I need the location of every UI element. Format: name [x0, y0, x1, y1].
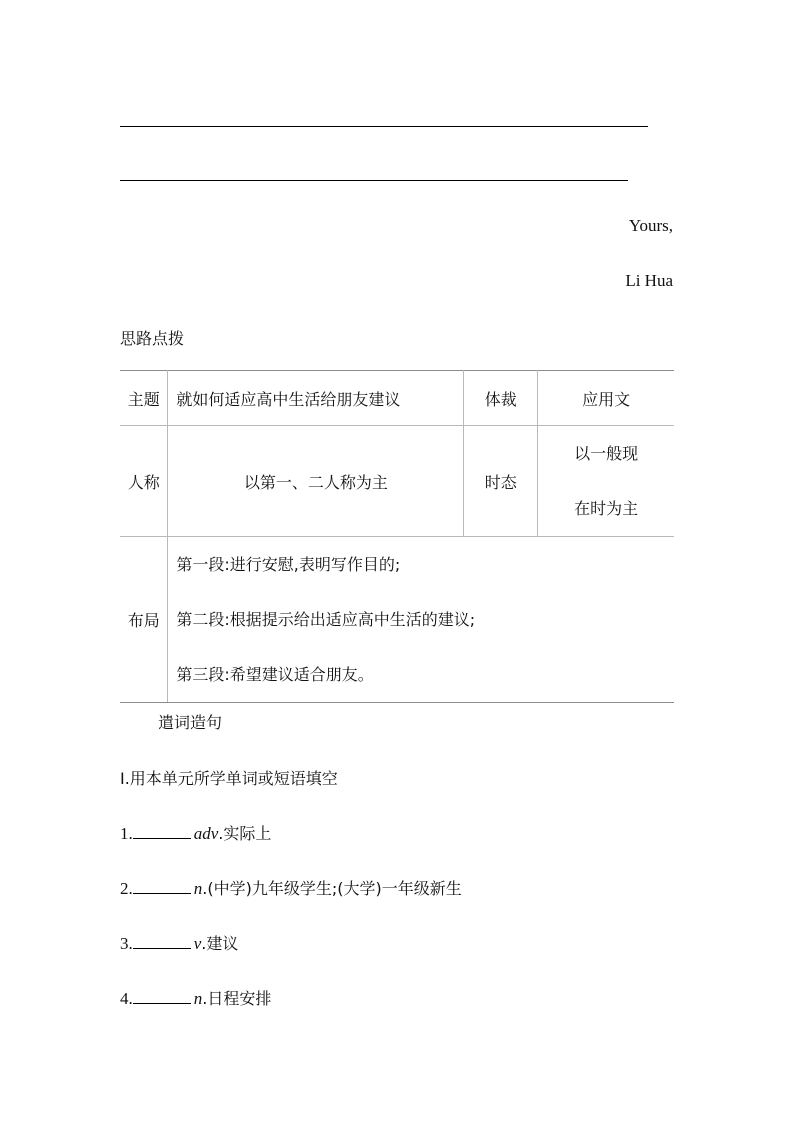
section-title: 思路点拨 — [120, 329, 185, 348]
exercise-item — [120, 876, 462, 899]
item-meaning: .(中学)九年级学生;(大学)一年级新生 — [202, 879, 462, 898]
table-row — [120, 371, 674, 426]
part-of-speech: n — [193, 879, 203, 898]
cell-person-label: 人称 — [120, 426, 168, 537]
fill-blank[interactable] — [133, 824, 191, 839]
exercise-item — [120, 986, 271, 1009]
exercise-item — [120, 821, 271, 844]
cell-genre-value: 应用文 — [538, 371, 674, 426]
part-of-speech: v — [193, 934, 202, 953]
exercise-part-title: Ⅰ.用本单元所学单词或短语填空 — [120, 769, 338, 788]
item-meaning: .实际上 — [218, 824, 272, 843]
part-of-speech: adv — [193, 824, 219, 843]
cell-tense-label: 时态 — [464, 426, 538, 537]
item-number: 1. — [120, 824, 133, 843]
answer-line-1 — [120, 126, 648, 127]
cell-person-value: 以第一、二人称为主 — [168, 426, 464, 537]
item-number: 3. — [120, 934, 133, 953]
layout-line-2: 第二段:根据提示给出适应高中生活的建议; — [176, 610, 476, 629]
tense-line-2: 在时为主 — [574, 499, 639, 518]
cell-tense-value — [538, 426, 674, 537]
closing-signature: Li Hua — [625, 271, 673, 290]
writing-plan-table — [120, 370, 674, 703]
cell-layout-label: 布局 — [120, 537, 168, 703]
item-number: 4. — [120, 989, 133, 1008]
fill-blank[interactable] — [133, 989, 191, 1004]
fill-blank[interactable] — [133, 934, 191, 949]
item-meaning: .日程安排 — [202, 989, 272, 1008]
item-meaning: .建议 — [201, 934, 239, 953]
table-row — [120, 426, 674, 537]
tense-line-1: 以一般现 — [574, 444, 639, 463]
part-of-speech: n — [193, 989, 203, 1008]
cell-topic-label: 主题 — [120, 371, 168, 426]
answer-line-2 — [120, 180, 628, 181]
item-number: 2. — [120, 879, 133, 898]
cell-topic-value: 就如何适应高中生活给朋友建议 — [168, 371, 464, 426]
closing-salutation: Yours, — [628, 216, 673, 235]
layout-line-1: 第一段:进行安慰,表明写作目的; — [176, 555, 401, 574]
exercise-item — [120, 931, 238, 954]
subheading: 遣词造句 — [158, 713, 223, 732]
layout-line-3: 第三段:希望建议适合朋友。 — [176, 665, 374, 684]
table-row — [120, 537, 674, 703]
cell-layout-value — [168, 537, 674, 703]
fill-blank[interactable] — [133, 879, 191, 894]
cell-genre-label: 体裁 — [464, 371, 538, 426]
